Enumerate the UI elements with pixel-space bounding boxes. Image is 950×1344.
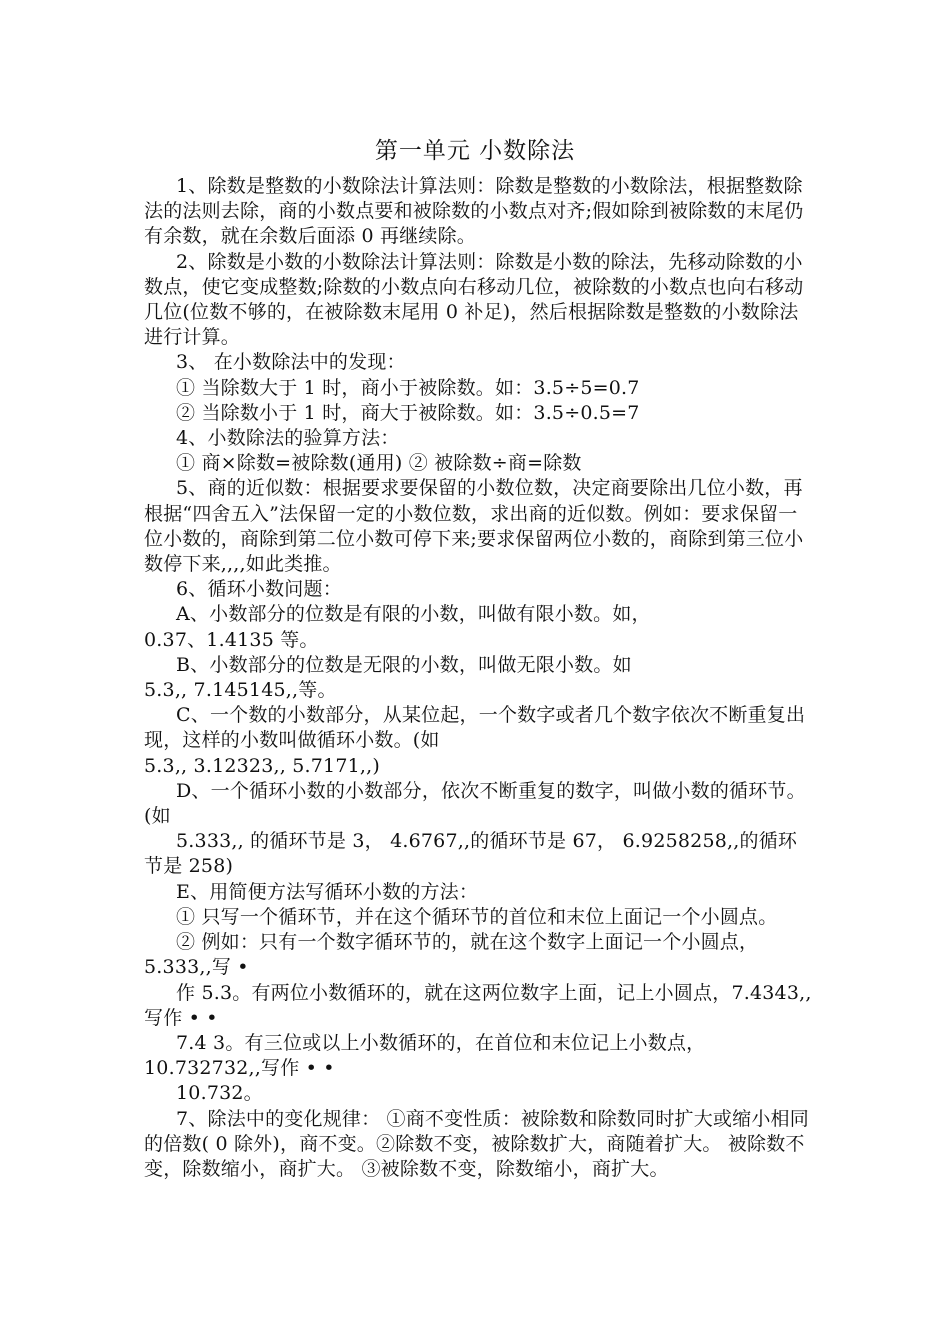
paragraph: ① 只写一个循环节，并在这个循环节的首位和末位上面记一个小圆点。 <box>176 905 778 928</box>
paragraph: B、小数部分的位数是无限的小数，叫做无限小数。如 <box>176 653 632 676</box>
paragraph: ① 商×除数=被除数(通用) ② 被除数÷商=除数 <box>176 452 582 475</box>
paragraph: 4、小数除法的验算方法： <box>176 427 400 450</box>
paragraph: 0.37、1.4135 等。 <box>144 628 319 651</box>
paragraph: 5、商的近似数：根据要求要保留的小数位数，决定商要除出几位小数，再根据“四舍五入”法保留一定的小数位数，求出商的近似数。例如：要求保留一位小数的，商除到第二位小数可停下来;要求保留两位小数的，商除到第三位小数停下来,,,,如此类推。 <box>144 477 804 576</box>
paragraph: 作 5.3。有两位小数循环的，就在这两位数字上面，记上小圆点，7.4343,,写作 • • <box>144 981 812 1029</box>
paragraph: 10.732。 <box>176 1082 263 1105</box>
page-title: 第一单元 小数除法 <box>374 138 576 164</box>
paragraph: 5.3,, 3.12323,, 5.7171,,) <box>144 754 380 777</box>
paragraph: 5.3,, 7.145145,,等。 <box>144 679 337 702</box>
paragraph: 2、除数是小数的小数除法计算法则：除数是小数的除法，先移动除数的小数点，使它变成整数;除数的小数点向右移动几位，被除数的小数点也向右移动几位(位数不够的，在被除数末尾用 0 补足)，然后根据除数是整数的小数除法进行计算。 <box>144 250 804 349</box>
paragraph: C、一个数的小数部分，从某位起，一个数字或者几个数字依次不断重复出现，这样的小数叫做循环小数。(如 <box>144 704 806 752</box>
paragraph: 6、循环小数问题： <box>176 578 342 601</box>
paragraph: 5.333,, 的循环节是 3， 4.6767,,的循环节是 67， 6.9258258,,的循环节是 258) <box>144 830 798 878</box>
paragraph: 7、除法中的变化规律： ①商不变性质：被除数和除数同时扩大或缩小相同的倍数( 0 除外)，商不变。②除数不变，被除数扩大，商随着扩大。 被除数不变，除数缩小，商扩大。 ③被除数不变，除数缩小，商扩大。 <box>144 1107 809 1180</box>
paragraph: ② 当除数小于 1 时，商大于被除数。如：3.5÷0.5=7 <box>176 401 640 424</box>
paragraph: 1、除数是整数的小数除法计算法则：除数是整数的小数除法，根据整数除法的法则去除，商的小数点要和被除数的小数点对齐;假如除到被除数的末尾仍有余数，就在余数后面添 0 再继续除。 <box>144 175 804 248</box>
paragraph: ① 当除数大于 1 时，商小于被除数。如：3.5÷5=0.7 <box>176 376 640 399</box>
paragraph: ② 例如：只有一个数字循环节的，就在这个数字上面记一个小圆点，5.333,,写 • <box>144 931 759 979</box>
paragraph: D、一个循环小数的小数部分，依次不断重复的数字，叫做小数的循环节。(如 <box>144 779 806 828</box>
paragraph: 3、 在小数除法中的发现： <box>176 351 406 374</box>
paragraph: A、小数部分的位数是有限的小数，叫做有限小数。如， <box>176 603 651 626</box>
paragraph: 7.4 3。有三位或以上小数循环的，在首位和末位记上小数点，10.732732,,写作 • • <box>144 1031 706 1080</box>
paragraph: E、用简便方法写循环小数的方法： <box>176 880 479 903</box>
document-body <box>144 174 812 1182</box>
